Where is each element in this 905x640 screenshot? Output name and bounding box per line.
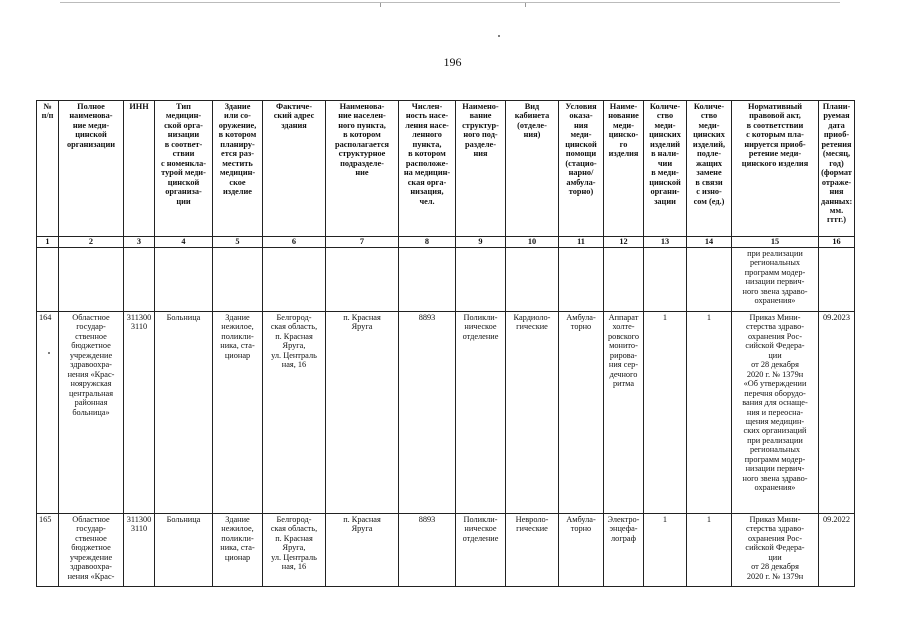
cell-qty-replace: 1 [687,312,732,514]
cell-num: 164 [37,312,59,514]
header-cell-org: Полное наименова- ние меди- цинской организации [59,101,124,237]
column-number: 14 [687,237,732,248]
column-number: 7 [326,237,399,248]
cell-inn: 311300 3110 [124,312,155,514]
empty-cell [399,248,456,312]
empty-cell [819,248,855,312]
cell-date: 09.2023 [819,312,855,514]
cell-settlement: п. Красная Яруга [326,514,399,587]
empty-cell [456,248,506,312]
cell-device: Электро- энцефа- лограф [604,514,644,587]
cell-type: Больница [155,514,213,587]
column-number: 3 [124,237,155,248]
header-cell-qty-have: Количе- ство меди- цинских изделий в нали- чии в меди- цинской органи- зации [644,101,687,237]
continuation-act-text: при реализации региональных программ модер- низации первич- ного звена здраво- охранения» [732,248,819,312]
table-row [37,514,855,587]
cell-device: Аппарат холте- ровского монито- рирова- ния сер- дечного ритма [604,312,644,514]
empty-cell [213,248,263,312]
empty-cell [687,248,732,312]
empty-cell [604,248,644,312]
header-row [37,101,855,237]
cell-conditions: Амбула- торно [559,514,604,587]
header-cell-address: Фактиче- ский адрес здания [263,101,326,237]
cell-unit: Поликли- ническое отделение [456,514,506,587]
column-number: 4 [155,237,213,248]
header-cell-settlement: Наименова- ние населен- ного пункта, в котором располагается структурное подразделе- ние [326,101,399,237]
column-number: 1 [37,237,59,248]
cell-building: Здание нежилое, поликли- ника, ста- ционар [213,514,263,587]
column-number: 9 [456,237,506,248]
cell-act: Приказ Мини- стерства здраво- охранения Рос- сийской Федера- ции от 28 декабря 2020 г. № 1379н [732,514,819,587]
table-row-continuation [37,248,855,312]
column-number-row [37,237,855,248]
header-cell-population: Числен- ность насе- ления насе- ленного пункта, в котором расположе- на медицин- ская орга- низация, чел. [399,101,456,237]
cell-conditions: Амбула- торно [559,312,604,514]
table-row [37,312,855,514]
cell-qty-have: 1 [644,514,687,587]
cell-num: 165 [37,514,59,587]
cell-building: Здание нежилое, поликли- ника, ста- ционар [213,312,263,514]
empty-cell [559,248,604,312]
cell-settlement: п. Красная Яруга [326,312,399,514]
column-number: 11 [559,237,604,248]
column-number: 8 [399,237,456,248]
empty-cell [644,248,687,312]
header-cell-date: Плани- руемая дата приоб- ретения (месяц, год) (формат отраже- ния данных: мм. гггг.) [819,101,855,237]
header-cell-device: Наиме- нование меди- цинско- го изделия [604,101,644,237]
header-cell-building: Здание или со- оружение, в котором планиру- ется раз- местить медицин- ское изделие [213,101,263,237]
cell-qty-replace: 1 [687,514,732,587]
empty-cell [37,248,59,312]
cell-cabinet: Невроло- гические [506,514,559,587]
page-number: 196 [443,55,462,69]
cell-population: 8893 [399,312,456,514]
column-number: 16 [819,237,855,248]
cell-address: Белгород- ская область, п. Красная Яруга, ул. Централь ная, 16 [263,514,326,587]
header-cell-inn: ИНН [124,101,155,237]
equipment-table-container [36,100,854,587]
cell-address: Белгород- ская область, п. Красная Яруга, ул. Централь ная, 16 [263,312,326,514]
header-cell-num: № п/п [37,101,59,237]
scan-speck [498,35,500,37]
empty-cell [124,248,155,312]
cell-act: Приказ Мини- стерства здраво- охранения Рос- сийской Федера- ции от 28 декабря 2020 г. № 1379н «Об утверждении перечня оборудо- вания для оснаще- ния и переосна- щения медицин- ских организаций при реализации региональных программ модер- низации первич- ного звена здраво- охранения» [732,312,819,514]
cell-unit: Поликли- ническое отделение [456,312,506,514]
cell-inn: 311300 3110 [124,514,155,587]
empty-cell [326,248,399,312]
column-number: 13 [644,237,687,248]
empty-cell [263,248,326,312]
cell-org: Областное государ- ственное бюджетное учреждение здравоохра- нения «Крас- [59,514,124,587]
cell-qty-have: 1 [644,312,687,514]
header-cell-conditions: Условия оказа- ния меди- цинской помощи (стацио- нарно/ амбула- торно) [559,101,604,237]
cell-date: 09.2022 [819,514,855,587]
column-number: 15 [732,237,819,248]
cell-population: 8893 [399,514,456,587]
header-cell-act: Нормативный правовой акт, в соответствии с которым пла- нируется приоб- ретение меди- цинского изделия [732,101,819,237]
header-cell-cabinet: Вид кабинета (отделе- ния) [506,101,559,237]
column-number: 5 [213,237,263,248]
scan-mark [525,3,526,7]
header-cell-type: Тип медицин- ской орга- низации в соответ- ствии с номенкла- турой меди- цинской организа- ции [155,101,213,237]
scan-mark [380,3,381,7]
cell-cabinet: Кардиоло- гические [506,312,559,514]
column-number: 2 [59,237,124,248]
equipment-table [36,100,855,587]
header-cell-unit: Наимено- вание структур- ного под- разделе- ния [456,101,506,237]
column-number: 10 [506,237,559,248]
header-cell-qty-replace: Количе- ство меди- цинских изделий, подле- жащих замене в связи с изно- сом (ед.) [687,101,732,237]
scan-top-edge [60,2,840,3]
column-number: 6 [263,237,326,248]
cell-org: Областное государ- ственное бюджетное учреждение здравоохра- нения «Крас- нояружская центральная районная больница» [59,312,124,514]
empty-cell [59,248,124,312]
empty-cell [155,248,213,312]
empty-cell [506,248,559,312]
cell-type: Больница [155,312,213,514]
column-number: 12 [604,237,644,248]
